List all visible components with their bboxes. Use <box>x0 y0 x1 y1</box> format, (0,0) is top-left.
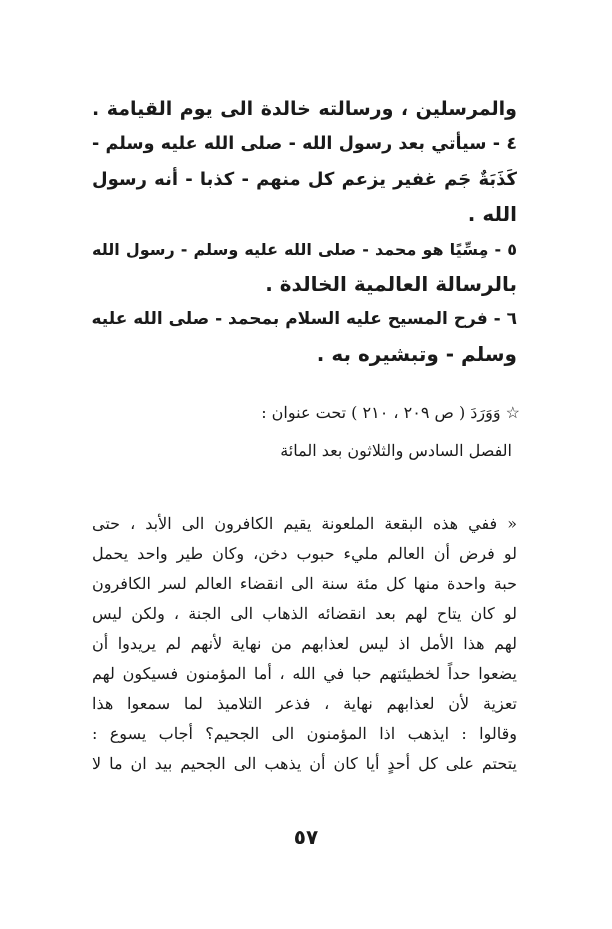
quote-text-block <box>92 509 517 779</box>
quote-line: وقالوا : ايذهب اذا المؤمنون الى الجحيم؟ أجاب يسوع : <box>92 724 517 743</box>
bold-line: والمرسلين ، ورسالته خالدة الى يوم القيامة . <box>92 98 517 120</box>
bold-line: بالرسالة العالمية الخالدة . <box>265 272 517 296</box>
source-note: ☆ وَوَرَدَ ( ص ٢٠٩ ، ٢١٠ ) تحت عنوان : <box>261 403 520 422</box>
quote-line: تعزية لأن لعذابهم نهاية ، فذعر التلاميذ لما سمعوا هذا <box>92 694 517 713</box>
quote-line: « ففي هذه البقعة الملعونة يقيم الكافرون الى الأبد ، حتى <box>92 514 517 533</box>
quote-line: لو كان يتاح لهم بعد انقضائه الذهاب الى الجنة ، ولكن ليس <box>92 604 517 623</box>
quote-line: لو فرض أن العالم مليء حبوب دخن، وكان طير واحد يحمل <box>92 544 517 563</box>
bold-line: ٥ - مِسِّيًا هو محمد - صلى الله عليه وسلم - رسول الله <box>92 240 517 259</box>
chapter-title: الفصل السادس والثلاثون بعد المائة <box>280 441 512 460</box>
quote-line: يضعوا حداً لخطيئتهم حبا في الله ، أما المؤمنون فسيكون لهم <box>92 664 517 683</box>
bold-line: وسلم - وتبشيره به . <box>316 342 517 366</box>
bold-text-block <box>92 92 517 372</box>
quote-line: حبة واحدة منها كل مئة سنة الى انقضاء العالم لسر الكافرون <box>92 574 517 593</box>
bold-line: ٦ - فرح المسيح عليه السلام بمحمد - صلى الله عليه <box>91 309 517 329</box>
page-number: ٥٧ <box>293 825 319 849</box>
quote-line: لهم هذا الأمل اذ ليس لعذابهم من نهاية لأنهم لم يريدوا أن <box>92 634 518 653</box>
bold-line: ٤ - سيأتي بعد رسول الله - صلى الله عليه وسلم - <box>92 134 517 154</box>
quote-line: يتحتم على كل أحدٍ أيا كان أن يذهب الى الجحيم بيد ان ما لا <box>92 754 517 773</box>
bold-line: كَذَبَةٌ جَم غفير يزعم كل منهم - كذبا - أنه رسول <box>92 169 517 190</box>
bold-line: الله . <box>467 202 517 226</box>
